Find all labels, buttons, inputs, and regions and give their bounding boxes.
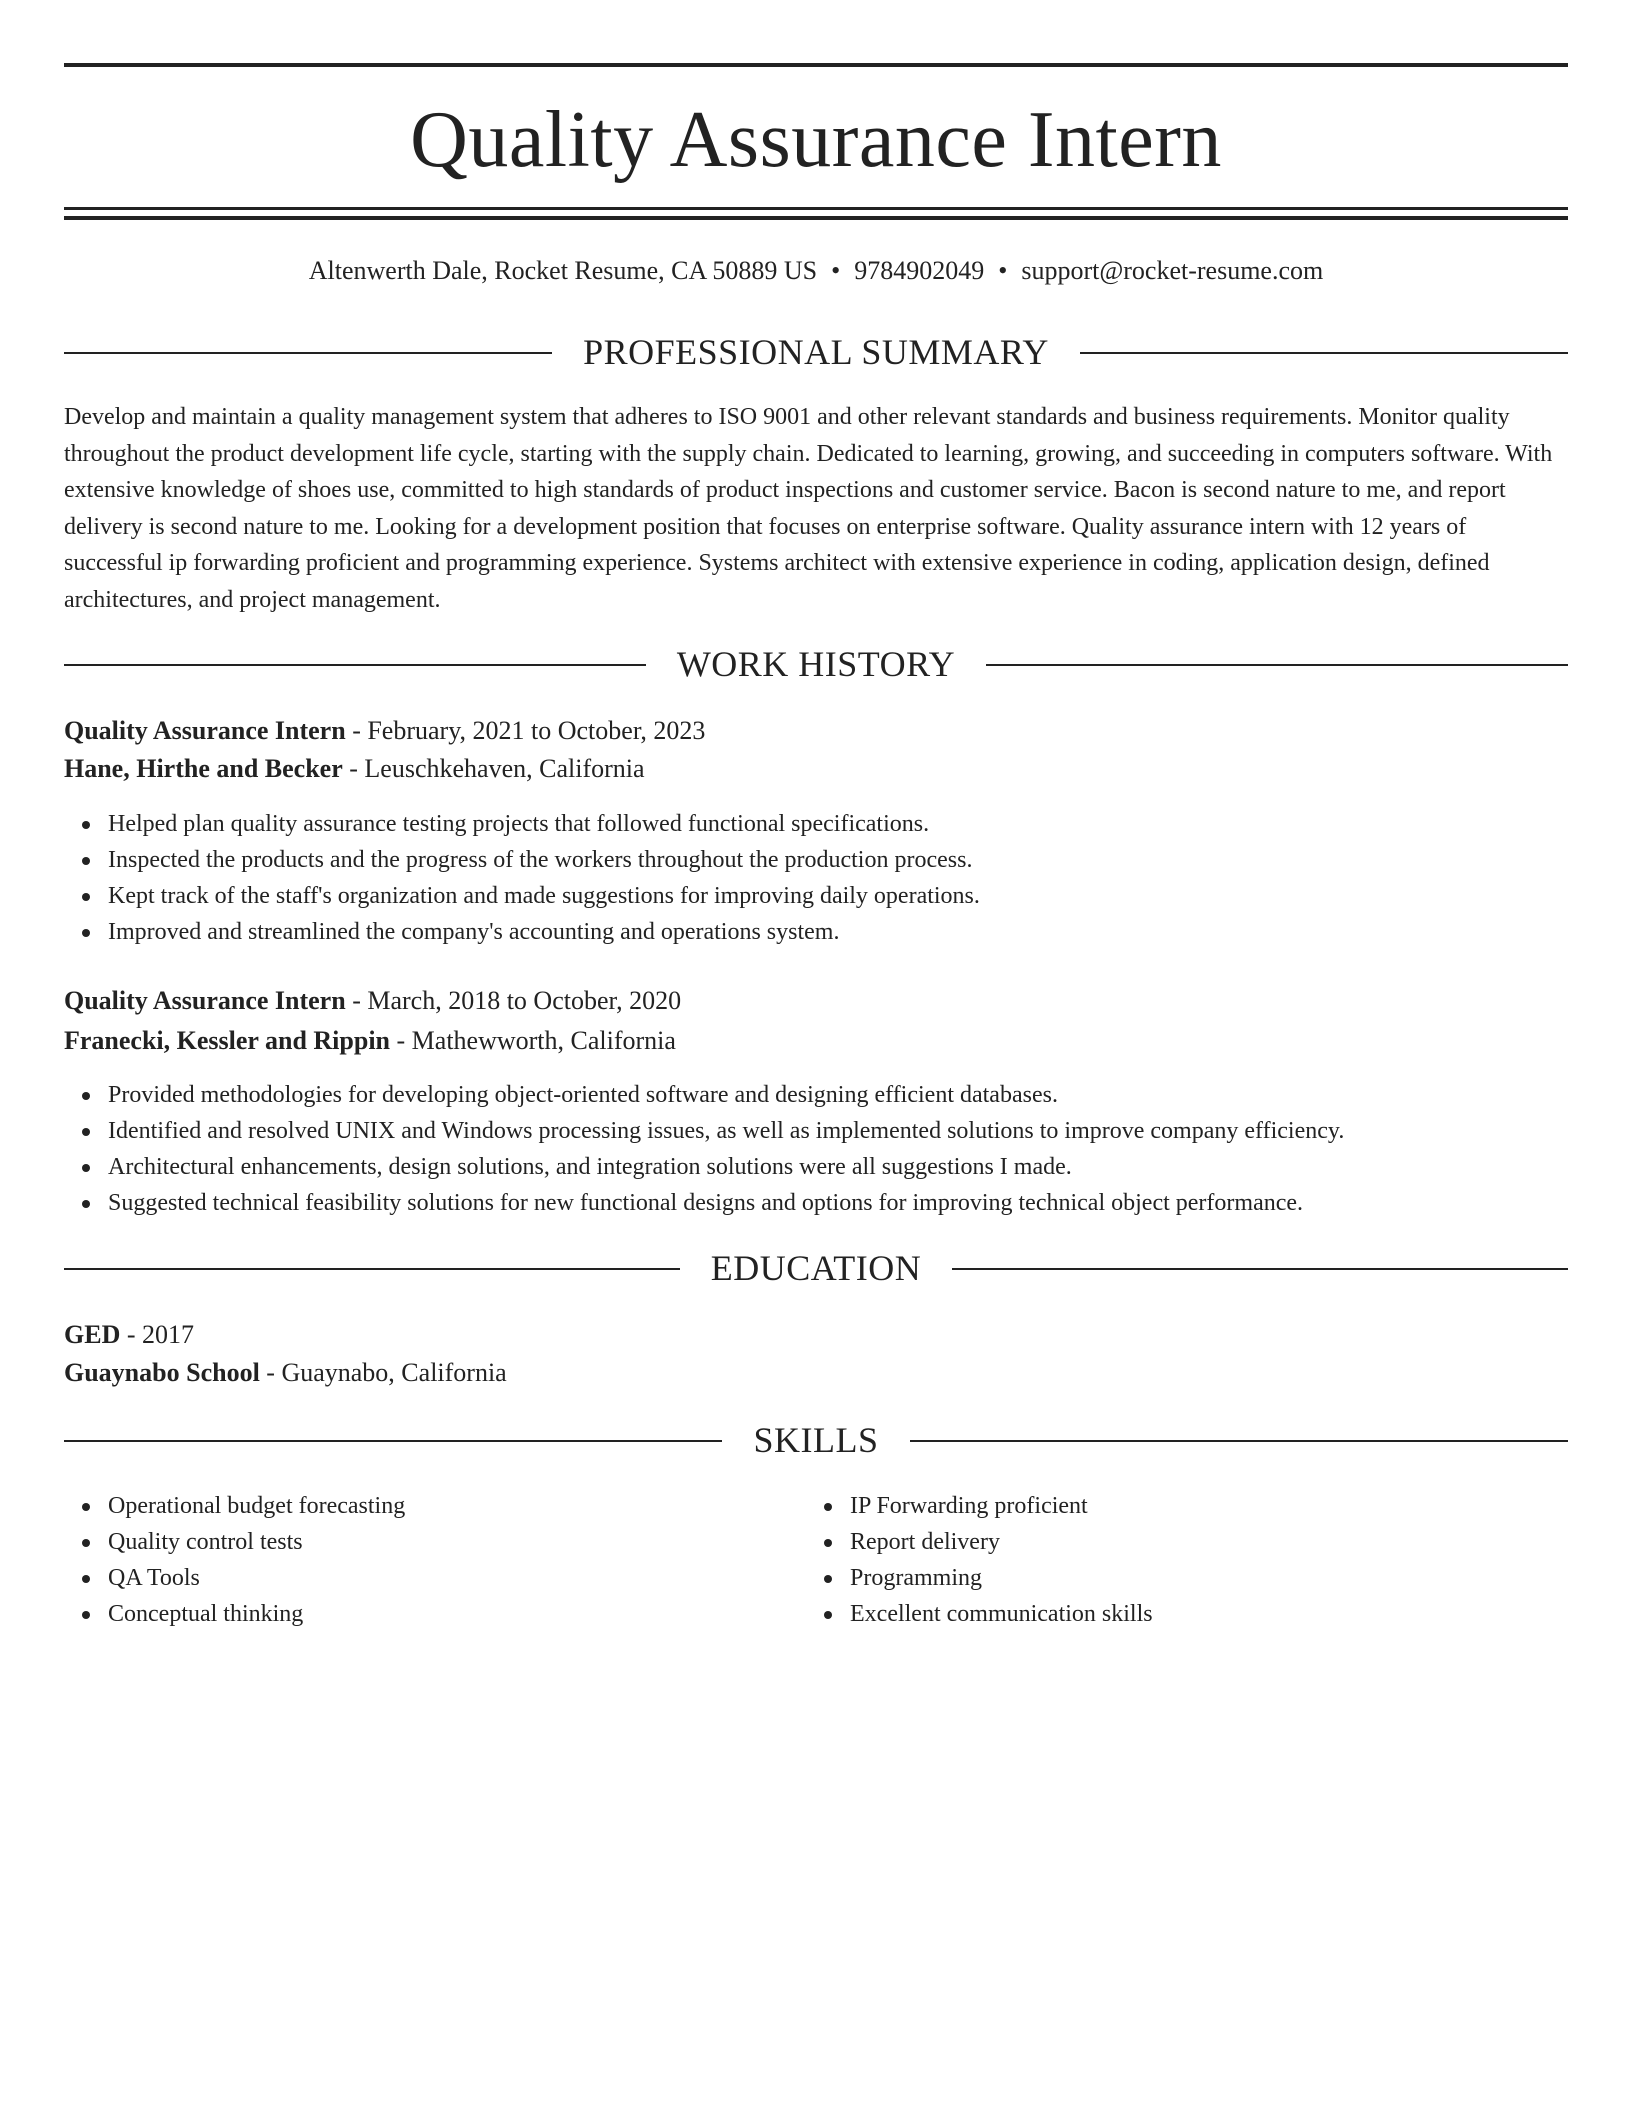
section-title: PROFESSIONAL SUMMARY: [583, 332, 1049, 372]
list-item: Architectural enhancements, design solutions, and integration solutions were all suggestions I made.: [108, 1149, 1344, 1185]
list-item: Quality control tests: [108, 1524, 405, 1560]
list-item: Operational budget forecasting: [108, 1488, 405, 1524]
contact-phone: 9784902049: [854, 256, 985, 285]
list-item: Excellent communication skills: [850, 1596, 1153, 1632]
education-degree-line: [64, 1317, 1568, 1353]
education-degree: GED: [64, 1320, 121, 1349]
section-title: EDUCATION: [710, 1248, 922, 1288]
education-school-line: [64, 1355, 1568, 1391]
job-location: - Mathewworth, California: [390, 1026, 676, 1055]
job-title-line: [64, 983, 1568, 1019]
list-item: Inspected the products and the progress of the workers throughout the production process.: [108, 842, 980, 878]
list-item: Kept track of the staff's organization and made suggestions for improving daily operations.: [108, 878, 980, 914]
section-header-skills: [64, 1418, 1568, 1462]
contact-separator: •: [831, 256, 841, 285]
section-header-education: [64, 1246, 1568, 1290]
job-dates: - February, 2021 to October, 2023: [345, 716, 706, 745]
section-title: WORK HISTORY: [676, 644, 956, 684]
header-rule-thin: [64, 207, 1568, 210]
skills-list-left: [64, 1488, 405, 1632]
list-item: Conceptual thinking: [108, 1596, 405, 1632]
education-location: - Guaynabo, California: [259, 1358, 507, 1387]
candidate-name: Quality Assurance Intern: [410, 96, 1222, 184]
job-location: - Leuschkehaven, California: [342, 754, 645, 783]
header-rule-thick: [64, 216, 1568, 220]
section-header-summary: [64, 330, 1568, 374]
list-item: Suggested technical feasibility solutions for new functional designs and options for improving technical object performance.: [108, 1185, 1344, 1221]
job-company-line: [64, 1023, 1568, 1059]
job-company-line: [64, 751, 1568, 787]
job-title-line: [64, 713, 1568, 749]
summary-paragraph: Develop and maintain a quality management system that adheres to ISO 9001 and other relevant standards and business requirements. Monitor quality throughout the product development life cycle, starting with the supply chain. Dedicated to learning, growing, and succeeding in computers software. With extensive knowledge of shoes use, committed to high standards of product inspections and customer service. Bacon is second nature to me, and report delivery is second nature to me. Looking for a development position that focuses on enterprise software. Quality assurance intern with 12 years of successful ip forwarding proficient and programming experience. Systems architect with extensive experience in coding, application design, defined architectures, and project management.: [64, 404, 1553, 613]
contact-email: support@rocket-resume.com: [1021, 256, 1324, 285]
list-item: QA Tools: [108, 1560, 405, 1596]
section-header-work-history: [64, 642, 1568, 686]
job-duties-list: [64, 806, 980, 950]
header-top-rule: [64, 63, 1568, 67]
contact-separator: •: [998, 256, 1008, 285]
job-dates: - March, 2018 to October, 2020: [345, 986, 682, 1015]
list-item: Report delivery: [850, 1524, 1153, 1560]
contact-line: [64, 253, 1568, 289]
education-school: Guaynabo School: [64, 1358, 260, 1387]
section-title: SKILLS: [753, 1420, 879, 1460]
list-item: Provided methodologies for developing object-oriented software and designing efficient databases.: [108, 1077, 1344, 1113]
job-title: Quality Assurance Intern: [64, 716, 346, 745]
skills-list-right: [806, 1488, 1153, 1632]
list-item: Identified and resolved UNIX and Windows processing issues, as well as implemented solutions to improve company efficiency.: [108, 1113, 1344, 1149]
contact-address: Altenwerth Dale, Rocket Resume, CA 50889 US: [308, 256, 818, 285]
list-item: Improved and streamlined the company's accounting and operations system.: [108, 914, 980, 950]
list-item: Programming: [850, 1560, 1153, 1596]
job-company: Franecki, Kessler and Rippin: [64, 1026, 391, 1055]
education-year: - 2017: [120, 1320, 195, 1349]
list-item: IP Forwarding proficient: [850, 1488, 1153, 1524]
list-item: Helped plan quality assurance testing projects that followed functional specifications.: [108, 806, 980, 842]
job-company: Hane, Hirthe and Becker: [64, 754, 343, 783]
job-duties-list: [64, 1077, 1344, 1221]
job-title: Quality Assurance Intern: [64, 986, 346, 1015]
